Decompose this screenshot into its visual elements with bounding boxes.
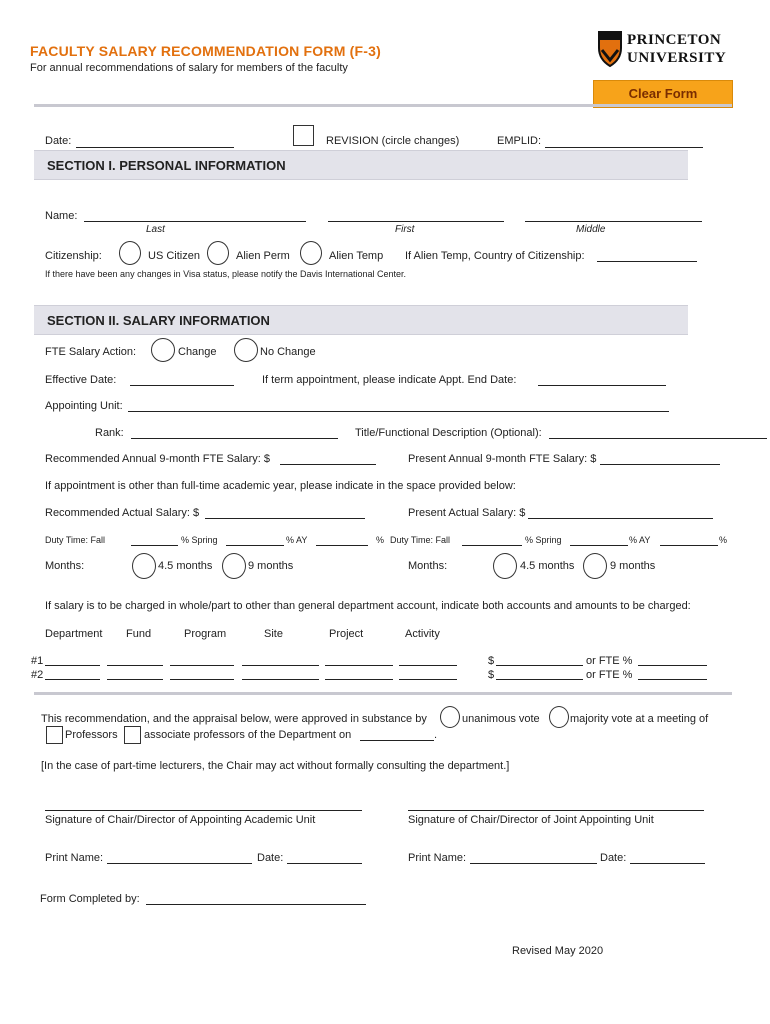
sig2-caption: Signature of Chair/Director of Joint Appointing Unit xyxy=(408,814,654,826)
row2-project[interactable] xyxy=(325,679,393,680)
country-label: If Alien Temp, Country of Citizenship: xyxy=(405,250,585,262)
row2-site[interactable] xyxy=(242,679,319,680)
print-name-field-1[interactable] xyxy=(107,863,252,864)
alien-perm-radio[interactable] xyxy=(207,241,229,265)
row2-department[interactable] xyxy=(45,679,100,680)
duty-spring-field-1[interactable] xyxy=(226,545,284,546)
months-9-label-1: 9 months xyxy=(248,560,294,572)
alien-perm-label: Alien Perm xyxy=(236,250,290,262)
date-field-2[interactable] xyxy=(630,863,705,864)
title-desc-field[interactable] xyxy=(549,438,767,439)
appointing-unit-field[interactable] xyxy=(128,411,669,412)
section1-header xyxy=(34,150,688,180)
spring-label-1: % Spring xyxy=(181,535,218,545)
ay-label-1: % AY xyxy=(286,535,308,545)
date-label: Date: xyxy=(45,135,72,147)
present-annual-field[interactable] xyxy=(600,464,720,465)
row1-or-fte: or FTE % xyxy=(586,655,633,667)
middle-caption: Middle xyxy=(576,224,606,235)
form-title: FACULTY SALARY RECOMMENDATION FORM (F-3) xyxy=(30,43,381,59)
months-45-label-1: 4.5 months xyxy=(158,560,213,572)
row2-amount[interactable] xyxy=(496,679,583,680)
emplid-field[interactable] xyxy=(545,147,703,148)
form-subtitle: For annual recommendations of salary for members of the faculty xyxy=(30,62,348,74)
completed-by-label: Form Completed by: xyxy=(40,893,140,905)
print-name-field-2[interactable] xyxy=(470,863,597,864)
col-program: Program xyxy=(184,628,227,640)
effective-date-field[interactable] xyxy=(130,385,234,386)
section1-title: SECTION I. PERSONAL INFORMATION xyxy=(47,158,286,173)
date-label-2: Date: xyxy=(600,852,627,864)
date-label-1: Date: xyxy=(257,852,284,864)
appointing-unit-label: Appointing Unit: xyxy=(45,400,123,412)
months-9-radio-1[interactable] xyxy=(222,553,246,579)
duty-spring-field-2[interactable] xyxy=(570,545,628,546)
row1-department[interactable] xyxy=(45,665,100,666)
row1-project[interactable] xyxy=(325,665,393,666)
end-date-field[interactable] xyxy=(538,385,666,386)
months-9-radio-2[interactable] xyxy=(583,553,607,579)
row1-fte[interactable] xyxy=(638,665,707,666)
ay-label-2: % AY xyxy=(629,535,651,545)
months-45-label-2: 4.5 months xyxy=(520,560,575,572)
majority-radio[interactable] xyxy=(549,706,569,728)
professors-checkbox[interactable] xyxy=(46,726,63,744)
middle-name-field[interactable] xyxy=(525,221,702,222)
associate-label: associate professors of the Department on xyxy=(144,729,352,741)
us-citizen-radio[interactable] xyxy=(119,241,141,265)
pct-label-1: % xyxy=(376,535,385,545)
duty-fall-field-2[interactable] xyxy=(462,545,522,546)
row2-activity[interactable] xyxy=(399,679,457,680)
months-45-radio-2[interactable] xyxy=(493,553,517,579)
princeton-logo xyxy=(597,28,737,72)
approval-text: This recommendation, and the appraisal below, were approved in substance by xyxy=(41,713,427,725)
col-project: Project xyxy=(329,628,364,640)
department-date-field[interactable] xyxy=(360,740,434,741)
months-label-1: Months: xyxy=(45,560,85,572)
row2-or-fte: or FTE % xyxy=(586,669,633,681)
row2-dollar: $ xyxy=(488,669,495,681)
emplid-label: EMPLID: xyxy=(497,135,542,147)
no-change-label: No Change xyxy=(260,346,316,358)
print-name-label-2: Print Name: xyxy=(408,852,467,864)
present-annual-label: Present Annual 9-month FTE Salary: $ xyxy=(408,453,597,465)
rec-annual-field[interactable] xyxy=(280,464,376,465)
row1-fund[interactable] xyxy=(107,665,163,666)
row2-fte[interactable] xyxy=(638,679,707,680)
col-site: Site xyxy=(264,628,283,640)
pct-label-2: % xyxy=(719,535,728,545)
last-name-field[interactable] xyxy=(84,221,306,222)
associate-checkbox[interactable] xyxy=(124,726,141,744)
change-label: Change xyxy=(178,346,217,358)
logo-line1: PRINCETON xyxy=(627,32,722,48)
rank-label: Rank: xyxy=(95,427,124,439)
months-45-radio-1[interactable] xyxy=(132,553,156,579)
row2-fund[interactable] xyxy=(107,679,163,680)
row2-program[interactable] xyxy=(170,679,234,680)
rec-actual-field[interactable] xyxy=(205,518,365,519)
clear-form-label: Clear Form xyxy=(628,86,698,101)
effective-date-label: Effective Date: xyxy=(45,374,117,386)
professors-label: Professors xyxy=(65,729,118,741)
rec-actual-label: Recommended Actual Salary: $ xyxy=(45,507,200,519)
date-field-1[interactable] xyxy=(287,863,362,864)
duty-time-label-1: Duty Time: Fall xyxy=(45,535,106,545)
lecturer-note: [In the case of part-time lecturers, the Chair may act without formally consulting the department.] xyxy=(41,760,510,772)
country-field[interactable] xyxy=(597,261,697,262)
rec-annual-label: Recommended Annual 9-month FTE Salary: $ xyxy=(45,453,271,465)
alien-temp-radio[interactable] xyxy=(300,241,322,265)
part-time-note: If appointment is other than full-time academic year, please indicate in the space provided below: xyxy=(45,480,516,492)
header-divider xyxy=(34,104,732,107)
change-radio[interactable] xyxy=(151,338,175,362)
fte-action-label: FTE Salary Action: xyxy=(45,346,137,358)
spring-label-2: % Spring xyxy=(525,535,562,545)
first-name-field[interactable] xyxy=(328,221,504,222)
row1-amount[interactable] xyxy=(496,665,583,666)
months-9-label-2: 9 months xyxy=(610,560,656,572)
accounts-note: If salary is to be charged in whole/part to other than general department account, indicate both accounts and amounts to be charged: xyxy=(45,600,691,612)
citizenship-label: Citizenship: xyxy=(45,250,102,262)
rank-field[interactable] xyxy=(131,438,338,439)
majority-label: majority vote at a meeting of xyxy=(570,713,709,725)
alien-temp-label: Alien Temp xyxy=(329,250,384,262)
row1-dollar: $ xyxy=(488,655,495,667)
duty-fall-field-1[interactable] xyxy=(131,545,178,546)
end-date-label: If term appointment, please indicate Appt. End Date: xyxy=(262,374,517,386)
date-field[interactable] xyxy=(76,147,234,148)
section2-divider xyxy=(34,692,732,695)
logo-line2: UNIVERSITY xyxy=(627,50,727,66)
us-citizen-label: US Citizen xyxy=(148,250,200,262)
duty-time-label-2: Duty Time: Fall xyxy=(390,535,451,545)
section2-header xyxy=(34,305,688,335)
unanimous-label: unanimous vote xyxy=(462,713,540,725)
approval-period: . xyxy=(434,729,438,741)
print-name-label-1: Print Name: xyxy=(45,852,104,864)
revision-checkbox[interactable] xyxy=(293,125,314,146)
name-label: Name: xyxy=(45,210,78,222)
unanimous-radio[interactable] xyxy=(440,706,460,728)
completed-by-field[interactable] xyxy=(146,904,366,905)
col-fund: Fund xyxy=(126,628,152,640)
sig1-line[interactable] xyxy=(45,810,362,811)
row1-program[interactable] xyxy=(170,665,234,666)
sig2-line[interactable] xyxy=(408,810,704,811)
duty-ay-field-2[interactable] xyxy=(660,545,718,546)
present-actual-label: Present Actual Salary: $ xyxy=(408,507,526,519)
title-desc-label: Title/Functional Description (Optional): xyxy=(355,427,542,439)
no-change-radio[interactable] xyxy=(234,338,258,362)
section2-title: SECTION II. SALARY INFORMATION xyxy=(47,313,270,328)
visa-note: If there have been any changes in Visa status, please notify the Davis International Center. xyxy=(45,269,407,279)
sig1-caption: Signature of Chair/Director of Appointing Academic Unit xyxy=(45,814,316,826)
row1-label: #1 xyxy=(31,655,44,667)
revised-date: Revised May 2020 xyxy=(512,945,604,957)
last-caption: Last xyxy=(146,224,165,235)
row2-label: #2 xyxy=(31,669,44,681)
row1-site[interactable] xyxy=(242,665,319,666)
revision-label: REVISION (circle changes) xyxy=(326,135,460,147)
princeton-shield-icon xyxy=(597,30,623,68)
first-caption: First xyxy=(395,224,415,235)
col-activity: Activity xyxy=(405,628,440,640)
present-actual-field[interactable] xyxy=(528,518,713,519)
duty-ay-field-1[interactable] xyxy=(316,545,368,546)
months-label-2: Months: xyxy=(408,560,448,572)
row1-activity[interactable] xyxy=(399,665,457,666)
col-department: Department xyxy=(45,628,103,640)
